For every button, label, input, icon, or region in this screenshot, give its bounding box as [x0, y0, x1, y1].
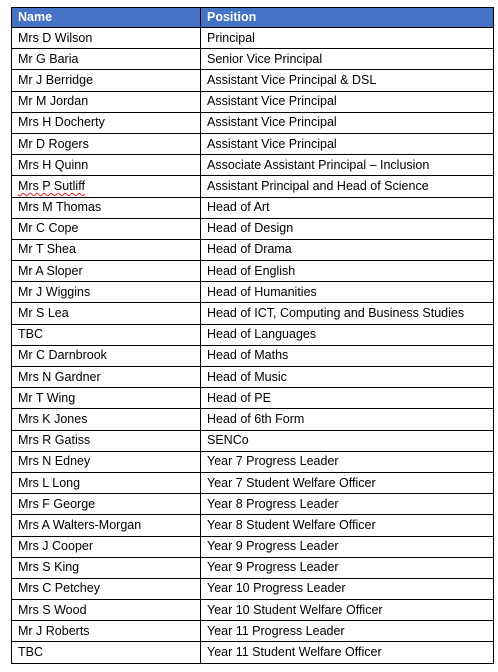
staff-name: Mr C Darnbrook	[12, 345, 201, 366]
staff-position: Head of ICT, Computing and Business Studies	[201, 303, 494, 324]
table-row	[12, 536, 494, 557]
table-row	[12, 578, 494, 599]
table-row	[12, 261, 494, 282]
table-row	[12, 133, 494, 154]
table-row	[12, 49, 494, 70]
staff-position: Senior Vice Principal	[201, 49, 494, 70]
table-row	[12, 367, 494, 388]
table-row	[12, 176, 494, 197]
staff-name: Mrs J Cooper	[12, 536, 201, 557]
staff-position: SENCo	[201, 430, 494, 451]
staff-name: Mrs C Petchey	[12, 578, 201, 599]
table-row	[12, 388, 494, 409]
staff-name: Mrs A Walters-Morgan	[12, 515, 201, 536]
staff-position: Head of 6th Form	[201, 409, 494, 430]
staff-position: Assistant Vice Principal	[201, 112, 494, 133]
staff-name: Mr D Rogers	[12, 133, 201, 154]
staff-name: Mrs H Quinn	[12, 155, 201, 176]
staff-name: Mrs H Docherty	[12, 112, 201, 133]
table-row	[12, 70, 494, 91]
staff-name: Mr S Lea	[12, 303, 201, 324]
staff-position: Head of PE	[201, 388, 494, 409]
staff-name: Mr T Shea	[12, 239, 201, 260]
table-row	[12, 600, 494, 621]
staff-name: Mrs F George	[12, 494, 201, 515]
staff-position: Head of Languages	[201, 324, 494, 345]
staff-position: Head of Humanities	[201, 282, 494, 303]
staff-position: Year 7 Progress Leader	[201, 451, 494, 472]
staff-name: Mr J Roberts	[12, 621, 201, 642]
staff-name	[12, 176, 201, 197]
spellcheck-underlined-name: Mrs P Sutliff	[18, 178, 85, 193]
table-row	[12, 472, 494, 493]
staff-name: Mr G Baria	[12, 49, 201, 70]
staff-name: Mr J Wiggins	[12, 282, 201, 303]
table-row	[12, 112, 494, 133]
staff-name: TBC	[12, 324, 201, 345]
staff-position: Year 11 Student Welfare Officer	[201, 642, 494, 663]
table-row	[12, 28, 494, 49]
table-row	[12, 345, 494, 366]
staff-position: Year 10 Student Welfare Officer	[201, 600, 494, 621]
staff-position: Head of Art	[201, 197, 494, 218]
staff-name: Mr C Cope	[12, 218, 201, 239]
staff-position: Year 8 Progress Leader	[201, 494, 494, 515]
staff-position: Assistant Vice Principal	[201, 91, 494, 112]
table-row	[12, 91, 494, 112]
staff-position: Year 11 Progress Leader	[201, 621, 494, 642]
table-row	[12, 515, 494, 536]
table-row	[12, 218, 494, 239]
table-row	[12, 303, 494, 324]
staff-position: Assistant Vice Principal & DSL	[201, 70, 494, 91]
staff-position: Head of Music	[201, 367, 494, 388]
staff-position: Year 9 Progress Leader	[201, 557, 494, 578]
staff-name: Mrs D Wilson	[12, 28, 201, 49]
staff-position: Head of Maths	[201, 345, 494, 366]
staff-position: Principal	[201, 28, 494, 49]
table-row	[12, 621, 494, 642]
staff-position: Year 7 Student Welfare Officer	[201, 472, 494, 493]
table-row	[12, 557, 494, 578]
table-row	[12, 430, 494, 451]
staff-name: Mrs L Long	[12, 472, 201, 493]
staff-position: Year 10 Progress Leader	[201, 578, 494, 599]
staff-name: Mrs K Jones	[12, 409, 201, 430]
staff-name: TBC	[12, 642, 201, 663]
table-row	[12, 197, 494, 218]
name-column-header: Name	[12, 8, 201, 28]
table-row	[12, 239, 494, 260]
table-row	[12, 155, 494, 176]
staff-name: Mrs S King	[12, 557, 201, 578]
staff-position: Year 9 Progress Leader	[201, 536, 494, 557]
table-row	[12, 282, 494, 303]
staff-position: Year 8 Student Welfare Officer	[201, 515, 494, 536]
position-column-header: Position	[201, 8, 494, 28]
staff-name: Mr T Wing	[12, 388, 201, 409]
staff-position: Associate Assistant Principal – Inclusion	[201, 155, 494, 176]
staff-name: Mrs N Edney	[12, 451, 201, 472]
staff-position: Assistant Vice Principal	[201, 133, 494, 154]
staff-name: Mr A Sloper	[12, 261, 201, 282]
table-row	[12, 409, 494, 430]
staff-position: Head of Design	[201, 218, 494, 239]
staff-position: Head of English	[201, 261, 494, 282]
staff-name: Mrs S Wood	[12, 600, 201, 621]
staff-table	[11, 7, 494, 664]
staff-name: Mrs M Thomas	[12, 197, 201, 218]
staff-position: Assistant Principal and Head of Science	[201, 176, 494, 197]
table-row	[12, 494, 494, 515]
table-row	[12, 451, 494, 472]
staff-name: Mrs N Gardner	[12, 367, 201, 388]
staff-name: Mrs R Gatiss	[12, 430, 201, 451]
table-row	[12, 642, 494, 663]
table-row	[12, 324, 494, 345]
header-row	[12, 8, 494, 28]
staff-name: Mr M Jordan	[12, 91, 201, 112]
staff-position: Head of Drama	[201, 239, 494, 260]
staff-name: Mr J Berridge	[12, 70, 201, 91]
